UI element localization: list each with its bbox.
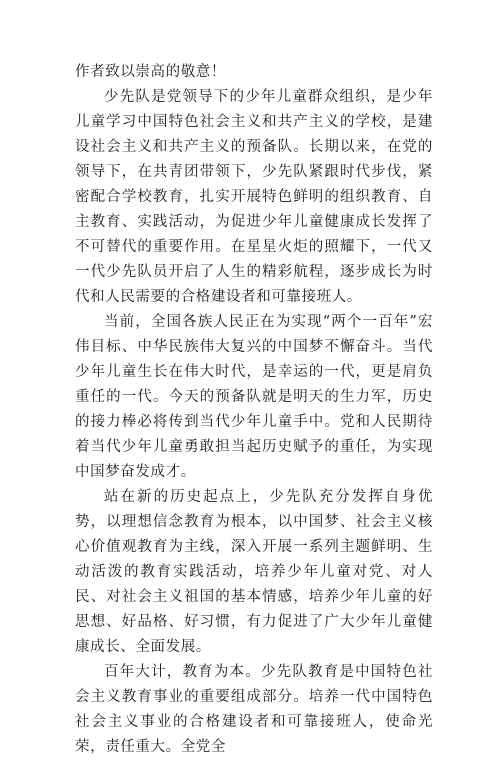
paragraph-continuation: 作者致以崇高的敬意！ [75,64,226,80]
paragraph-education-foundation: 百年大计，教育为本。少先队教育是中国特色社会主义教育事业的重要组成部分。培养一代中国特色社会主义事业的合格建设者和可靠接班人，使命光荣，责任重大。全党全 [75,664,433,755]
paragraph-young-pioneers-role: 少先队是党领导下的少年儿童群众组织，是少年儿童学习中国特色社会主义和共产主义的学校，是建设社会主义和共产主义的预备队。长期以来，在党的领导下，在共青团带领下，少先队紧跟时代步伐，紧密配合学校教育，扎实开展特色鲜明的组织教育、自主教育、实践活动，为促进少年儿童健康成长发挥了不可替代的重要作用。在星星火炬的照耀下，一代又一代少先队员开启了人生的精彩航程，逐步成长为时代和人民需要的合格建设者和可靠接班人。 [75,89,433,305]
paragraph-chinese-dream: 当前，全国各族人民正在为实现“两个一百年”宏伟目标、中华民族伟大复兴的中国梦不懈奋斗。当代少年儿童生长在伟大时代，是幸运的一代，更是肩负重任的一代。今天的预备队就是明天的生力军，历史的接力棒必将传到当代少年儿童手中。党和人民期待着当代少年儿童勇敢担当起历史赋予的重任，为实现中国梦奋发成才。 [75,314,433,480]
document-body [75,60,433,760]
paragraph-new-starting-point: 站在新的历史起点上，少先队充分发挥自身优势，以理想信念教育为根本，以中国梦、社会主义核心价值观教育为主线，深入开展一系列主题鲜明、生动活泼的教育实践活动，培养少年儿童对党、对人民、对社会主义祖国的基本情感，培养少年儿童的好思想、好品格、好习惯，有力促进了广大少年儿童健康成长、全面发展。 [75,489,433,655]
